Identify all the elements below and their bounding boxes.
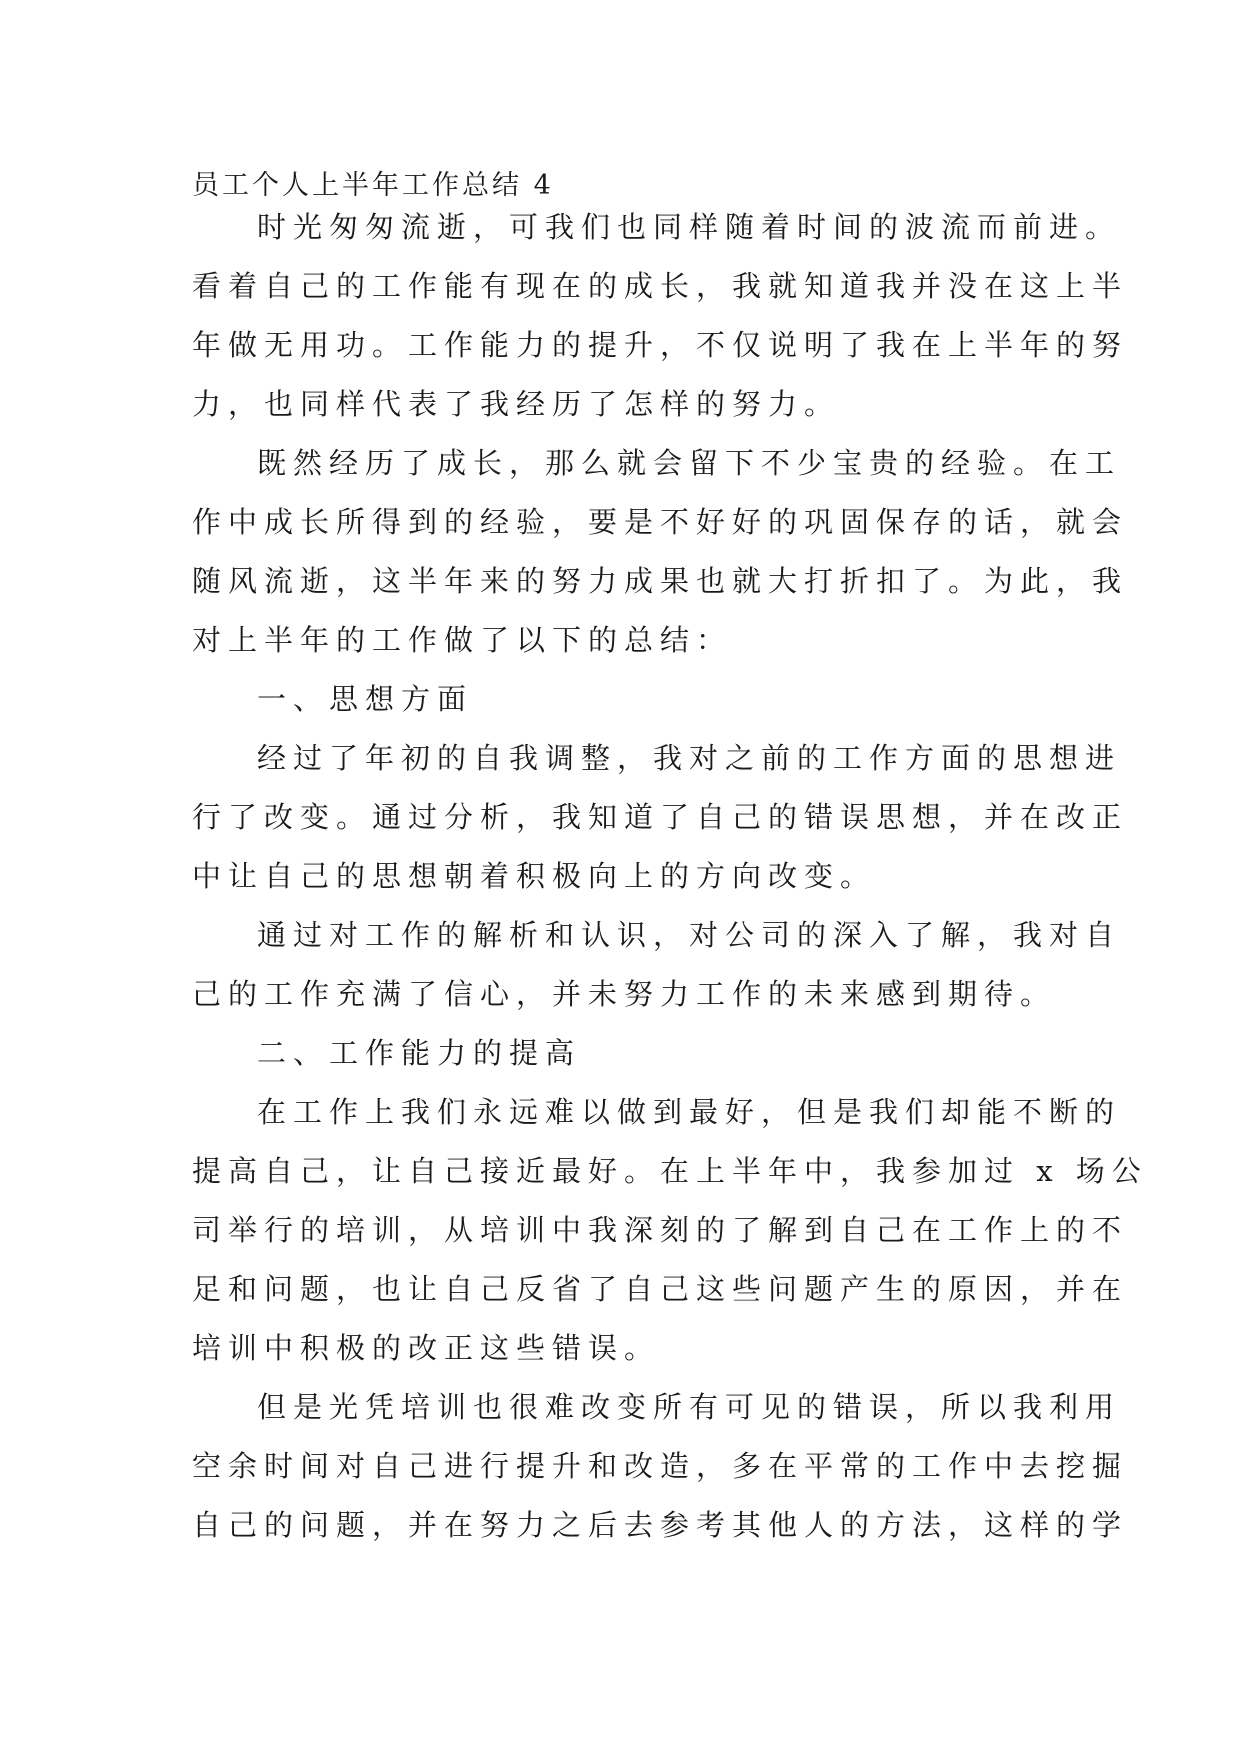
text-line: 时光匆匆流逝，可我们也同样随着时间的波流而前进。 [257,210,1122,244]
text-line: 培训中积极的改正这些错误。 [192,1331,661,1365]
text-line: 足和问题，也让自己反省了自己这些问题产生的原因，并在 [192,1272,1129,1306]
text-line: 己的工作充满了信心，并未努力工作的未来感到期待。 [192,977,1057,1011]
text-line: 中让自己的思想朝着积极向上的方向改变。 [192,859,877,893]
text-line: 作中成长所得到的经验，要是不好好的巩固保存的话，就会 [192,505,1129,539]
text-line: 但是光凭培训也很难改变所有可见的错误，所以我利用 [257,1390,1122,1424]
text-line: 司举行的培训，从培训中我深刻的了解到自己在工作上的不 [192,1213,1129,1247]
text-line: 在工作上我们永远难以做到最好，但是我们却能不断的 [257,1095,1122,1129]
text-line: 行了改变。通过分析，我知道了自己的错误思想，并在改正 [192,800,1129,834]
text-line: 力，也同样代表了我经历了怎样的努力。 [192,387,841,421]
text-line: 对上半年的工作做了以下的总结： [192,623,733,657]
text-line: 随风流逝，这半年来的努力成果也就大打折扣了。为此，我 [192,564,1129,598]
document-title: 员工个人上半年工作总结 4 [192,170,554,201]
text-line: 空余时间对自己进行提升和改造，多在平常的工作中去挖掘 [192,1449,1129,1483]
text-line: 提高自己，让自己接近最好。在上半年中，我参加过 x 场公 [192,1154,1148,1188]
text-line: 年做无用功。工作能力的提升，不仅说明了我在上半年的努 [192,328,1129,362]
text-line: 自己的问题，并在努力之后去参考其他人的方法，这样的学 [192,1508,1129,1542]
section-heading: 一、思想方面 [257,682,474,716]
text-line: 看着自己的工作能有现在的成长，我就知道我并没在这上半 [192,269,1129,303]
text-line: 通过对工作的解析和认识，对公司的深入了解，我对自 [257,918,1122,952]
text-line: 既然经历了成长，那么就会留下不少宝贵的经验。在工 [257,446,1122,480]
section-heading: 二、工作能力的提高 [257,1036,582,1070]
text-line: 经过了年初的自我调整，我对之前的工作方面的思想进 [257,741,1122,775]
